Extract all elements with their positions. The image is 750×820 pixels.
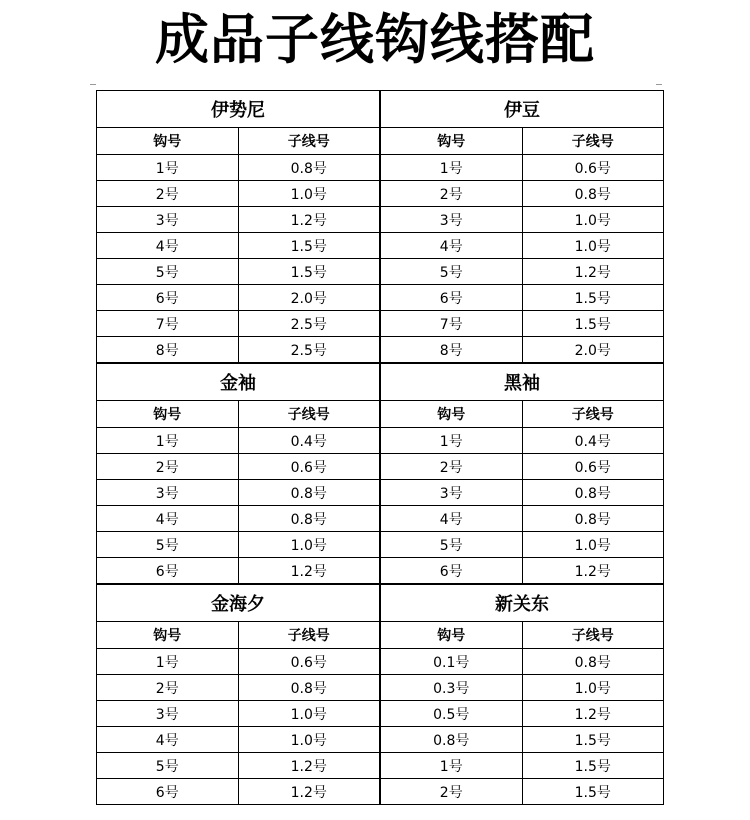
line-size-cell: 0.8号	[238, 155, 380, 181]
table-row	[97, 259, 380, 285]
table-row	[381, 701, 664, 727]
line-size-cell: 2.0号	[238, 285, 380, 311]
line-size-cell: 2.5号	[238, 337, 380, 363]
column-header-hook: 钩号	[381, 622, 523, 649]
table-row-block	[96, 584, 664, 805]
hook-size-cell: 0.8号	[381, 727, 523, 753]
line-size-cell: 2.5号	[238, 311, 380, 337]
line-size-cell: 0.8号	[522, 506, 664, 532]
hook-size-cell: 2号	[97, 675, 239, 701]
line-size-cell: 0.6号	[522, 155, 664, 181]
table-row	[381, 506, 664, 532]
hook-size-cell: 4号	[381, 233, 523, 259]
hook-size-cell: 5号	[97, 259, 239, 285]
table-row	[381, 454, 664, 480]
hook-size-cell: 8号	[381, 337, 523, 363]
hook-size-cell: 7号	[97, 311, 239, 337]
hook-size-cell: 8号	[97, 337, 239, 363]
line-size-cell: 0.6号	[522, 454, 664, 480]
line-size-cell: 0.8号	[238, 506, 380, 532]
pairing-table	[380, 584, 664, 805]
table-row	[381, 779, 664, 805]
table-row	[381, 675, 664, 701]
corner-mark	[90, 84, 96, 85]
hook-size-cell: 2号	[381, 779, 523, 805]
table-row	[381, 311, 664, 337]
table-row	[381, 181, 664, 207]
pairing-table	[96, 363, 380, 584]
line-size-cell: 0.8号	[238, 675, 380, 701]
hook-size-cell: 5号	[381, 259, 523, 285]
pairing-table	[380, 90, 664, 363]
line-size-cell: 1.2号	[522, 701, 664, 727]
table-row	[97, 649, 380, 675]
species-table	[96, 90, 380, 363]
table-row	[97, 311, 380, 337]
hook-size-cell: 4号	[97, 727, 239, 753]
table-row	[97, 480, 380, 506]
line-size-cell: 0.8号	[522, 649, 664, 675]
line-size-cell: 1.0号	[238, 701, 380, 727]
corner-mark	[656, 84, 662, 85]
line-size-cell: 1.5号	[522, 285, 664, 311]
line-size-cell: 1.2号	[522, 259, 664, 285]
hook-size-cell: 1号	[97, 155, 239, 181]
column-header-line: 子线号	[522, 622, 664, 649]
species-table	[96, 363, 380, 584]
line-size-cell: 0.8号	[522, 480, 664, 506]
table-row	[381, 207, 664, 233]
hook-size-cell: 6号	[97, 779, 239, 805]
hook-size-cell: 4号	[97, 233, 239, 259]
hook-size-cell: 4号	[97, 506, 239, 532]
table-row	[97, 506, 380, 532]
table-row	[381, 337, 664, 363]
table-row	[97, 532, 380, 558]
hook-size-cell: 3号	[381, 207, 523, 233]
table-row	[97, 779, 380, 805]
line-size-cell: 0.8号	[522, 181, 664, 207]
hook-size-cell: 1号	[381, 428, 523, 454]
line-size-cell: 1.0号	[522, 532, 664, 558]
species-table	[380, 363, 664, 584]
column-header-hook: 钩号	[381, 401, 523, 428]
table-row	[97, 558, 380, 584]
table-row	[97, 727, 380, 753]
column-header-line: 子线号	[522, 401, 664, 428]
line-size-cell: 2.0号	[522, 337, 664, 363]
line-size-cell: 0.4号	[522, 428, 664, 454]
table-row	[381, 428, 664, 454]
table-row	[381, 558, 664, 584]
table-row-block	[96, 90, 664, 363]
line-size-cell: 1.5号	[522, 727, 664, 753]
column-header-line: 子线号	[238, 128, 380, 155]
line-size-cell: 0.8号	[238, 480, 380, 506]
table-row	[97, 207, 380, 233]
pairing-table	[96, 90, 380, 363]
hook-size-cell: 1号	[97, 428, 239, 454]
species-table	[380, 90, 664, 363]
hook-size-cell: 5号	[97, 532, 239, 558]
table-row	[381, 233, 664, 259]
line-size-cell: 1.5号	[522, 311, 664, 337]
hook-size-cell: 5号	[97, 753, 239, 779]
table-row	[97, 701, 380, 727]
hook-size-cell: 2号	[97, 181, 239, 207]
line-size-cell: 1.5号	[522, 779, 664, 805]
species-name: 黑袖	[381, 364, 664, 401]
line-size-cell: 0.6号	[238, 649, 380, 675]
column-header-line: 子线号	[238, 622, 380, 649]
table-row	[97, 675, 380, 701]
hook-size-cell: 2号	[381, 181, 523, 207]
table-row	[381, 532, 664, 558]
table-row	[381, 727, 664, 753]
line-size-cell: 1.0号	[238, 727, 380, 753]
line-size-cell: 1.2号	[238, 779, 380, 805]
table-row	[97, 155, 380, 181]
hook-size-cell: 4号	[381, 506, 523, 532]
hook-size-cell: 5号	[381, 532, 523, 558]
table-row	[97, 753, 380, 779]
pairing-table	[96, 584, 380, 805]
hook-size-cell: 7号	[381, 311, 523, 337]
table-row-block	[96, 363, 664, 584]
hook-size-cell: 1号	[381, 753, 523, 779]
species-table	[380, 584, 664, 805]
hook-size-cell: 6号	[97, 558, 239, 584]
line-size-cell: 1.2号	[238, 207, 380, 233]
line-size-cell: 1.2号	[522, 558, 664, 584]
pairing-tables	[96, 90, 664, 805]
line-size-cell: 1.5号	[522, 753, 664, 779]
line-size-cell: 1.2号	[238, 753, 380, 779]
hook-size-cell: 3号	[381, 480, 523, 506]
column-header-hook: 钩号	[97, 401, 239, 428]
species-name: 伊势尼	[97, 91, 380, 128]
table-row	[97, 285, 380, 311]
column-header-hook: 钩号	[97, 622, 239, 649]
species-name: 金袖	[97, 364, 380, 401]
hook-size-cell: 2号	[381, 454, 523, 480]
hook-size-cell: 1号	[97, 649, 239, 675]
line-size-cell: 1.5号	[238, 233, 380, 259]
hook-size-cell: 0.5号	[381, 701, 523, 727]
line-size-cell: 1.0号	[238, 181, 380, 207]
hook-size-cell: 0.1号	[381, 649, 523, 675]
hook-size-cell: 3号	[97, 701, 239, 727]
hook-size-cell: 3号	[97, 480, 239, 506]
line-size-cell: 0.6号	[238, 454, 380, 480]
hook-size-cell: 0.3号	[381, 675, 523, 701]
hook-size-cell: 6号	[381, 558, 523, 584]
hook-size-cell: 6号	[381, 285, 523, 311]
species-name: 伊豆	[381, 91, 664, 128]
table-row	[381, 285, 664, 311]
table-row	[97, 337, 380, 363]
column-header-hook: 钩号	[381, 128, 523, 155]
column-header-hook: 钩号	[97, 128, 239, 155]
hook-size-cell: 2号	[97, 454, 239, 480]
table-row	[97, 181, 380, 207]
hook-size-cell: 3号	[97, 207, 239, 233]
page-title: 成品子线钩线搭配	[155, 8, 595, 71]
line-size-cell: 1.0号	[522, 233, 664, 259]
hook-size-cell: 6号	[97, 285, 239, 311]
species-table	[96, 584, 380, 805]
table-row	[381, 753, 664, 779]
table-row	[381, 155, 664, 181]
table-row	[381, 259, 664, 285]
table-row	[381, 480, 664, 506]
line-size-cell: 1.0号	[238, 532, 380, 558]
species-name: 金海夕	[97, 585, 380, 622]
table-row	[97, 428, 380, 454]
hook-size-cell: 1号	[381, 155, 523, 181]
line-size-cell: 1.0号	[522, 207, 664, 233]
table-row	[381, 649, 664, 675]
table-row	[97, 233, 380, 259]
column-header-line: 子线号	[238, 401, 380, 428]
line-size-cell: 1.2号	[238, 558, 380, 584]
line-size-cell: 1.5号	[238, 259, 380, 285]
column-header-line: 子线号	[522, 128, 664, 155]
line-size-cell: 0.4号	[238, 428, 380, 454]
species-name: 新关东	[381, 585, 664, 622]
pairing-table	[380, 363, 664, 584]
line-size-cell: 1.0号	[522, 675, 664, 701]
table-row	[97, 454, 380, 480]
